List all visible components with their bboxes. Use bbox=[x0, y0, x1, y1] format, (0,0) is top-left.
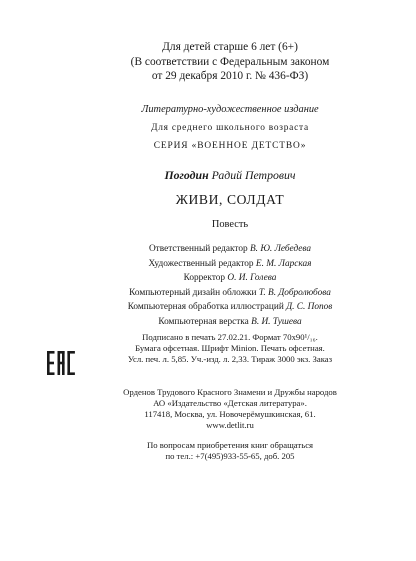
order-contact-line: По вопросам приобретения книг обращаться bbox=[146, 440, 314, 450]
editorial-credits bbox=[110, 242, 350, 329]
credit-name: Т. В. Добролюбова bbox=[258, 287, 331, 298]
credit-line bbox=[110, 257, 350, 272]
print-paper-line: Бумага офсетная. Шрифт Minion. Печать офсетная. bbox=[135, 343, 325, 353]
credit-role: Компьютерный дизайн обложки bbox=[129, 287, 257, 298]
publication-info bbox=[110, 104, 350, 152]
credit-name: Е. М. Ларская bbox=[255, 258, 312, 269]
order-contact bbox=[110, 440, 350, 462]
credit-role: Компьютерная верстка bbox=[158, 316, 249, 327]
credit-name: Д. С. Попов bbox=[286, 302, 333, 312]
credit-line bbox=[110, 300, 350, 315]
author-name bbox=[110, 168, 350, 183]
publisher-address-line: 117418, Москва, ул. Новочерёмушкинская, 61. bbox=[144, 409, 316, 419]
audience-label: Для среднего школьного возраста bbox=[151, 123, 309, 133]
credit-name: О. И. Голева bbox=[227, 273, 277, 283]
series-label: СЕРИЯ «ВОЕННОЕ ДЕТСТВО» bbox=[153, 141, 307, 151]
age-law-date-line: от 29 декабря 2010 г. № 436-ФЗ) bbox=[151, 70, 309, 82]
age-rating-line: Для детей старше 6 лет (6+) bbox=[162, 41, 298, 53]
credit-name: В. Ю. Лебедева bbox=[250, 244, 312, 254]
publisher-info bbox=[110, 387, 350, 431]
order-phone-line: по тел.: +7(495)933-55-65, доб. 205 bbox=[165, 451, 295, 461]
credit-role: Художественный редактор bbox=[148, 258, 254, 269]
credit-role: Ответственный редактор bbox=[148, 244, 248, 254]
print-volume-line: Усл. печ. л. 5,85. Уч.-изд. л. 2,33. Тираж 3000 экз. Заказ bbox=[127, 354, 333, 364]
age-rating-notice bbox=[110, 40, 350, 84]
book-title: ЖИВИ, СОЛДАТ bbox=[175, 192, 285, 207]
credit-line bbox=[110, 315, 350, 330]
credit-line bbox=[110, 271, 350, 286]
credit-name: В. И. Тушева bbox=[251, 316, 302, 327]
credit-line bbox=[110, 286, 350, 301]
print-specs bbox=[110, 332, 350, 365]
eac-certification-icon bbox=[47, 351, 75, 375]
age-law-line: (В соответствии с Федеральным законом bbox=[130, 55, 330, 68]
author-surname: Погодин bbox=[164, 168, 209, 182]
credit-role: Корректор bbox=[183, 273, 226, 283]
publisher-website-line: www.detlit.ru bbox=[206, 420, 254, 430]
book-genre: Повесть bbox=[211, 219, 249, 230]
publisher-orders-line: Орденов Трудового Красного Знамени и Дружбы народов bbox=[123, 387, 337, 397]
publisher-name-line: АО «Издательство «Детская литература». bbox=[153, 398, 307, 408]
author-given-name: Радий Петрович bbox=[211, 168, 296, 182]
credit-role: Компьютерная обработка иллюстраций bbox=[127, 302, 284, 312]
publication-type: Литературно-художественное издание bbox=[141, 104, 319, 115]
credit-line bbox=[110, 242, 350, 257]
print-signed-line: Подписано в печать 27.02.21. Формат 70x90¹/₁₆. bbox=[142, 332, 318, 342]
